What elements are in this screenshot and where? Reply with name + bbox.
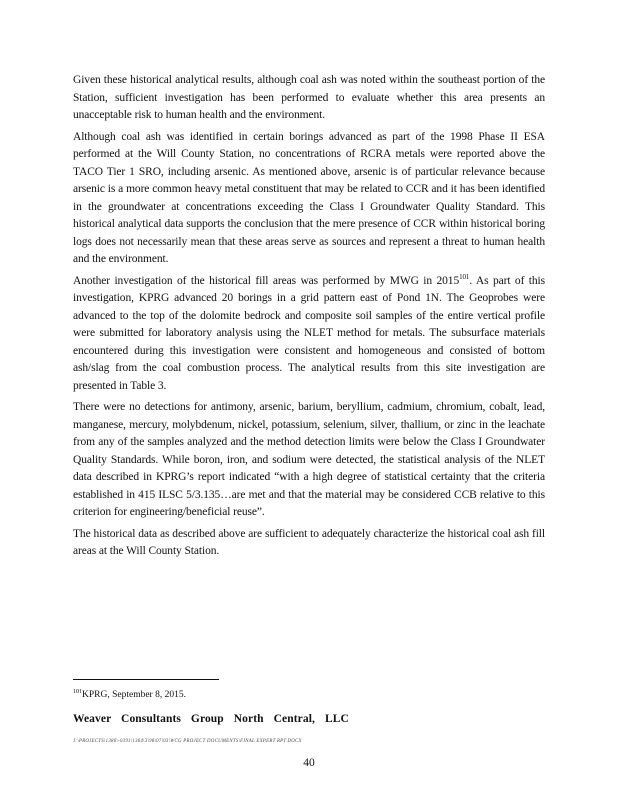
paragraph-fill-investigation-end: . As part of this investigation, KPRG advanced 20 borings in a grid pattern east of Pond 1N. The Geoprobes were advanced to the top of the dolomite bedrock and composite soil samples of the entire vertical profile were submitted for laboratory analysis using the NLET method for metals. The subsurface materials encountered during this investigation were consistent and homogeneous and consisted of bottom ash/slag from the coal combustion process. The analytical results from this site investigation are presented in Table 3. <box>73 274 545 392</box>
company-name: Weaver Consultants Group North Central, LLC <box>73 713 349 725</box>
footnote <box>73 689 186 701</box>
footnote-reference: 101 <box>459 272 470 281</box>
paragraph-conclusion: The historical data as described above are sufficient to adequately characterize the historical coal ash fill areas at the Will County Station. <box>73 527 545 557</box>
paragraph-leachate-detections: There were no detections for antimony, arsenic, barium, beryllium, cadmium, chromium, cobalt, lead, manganese, mercury, molybdenum, nickel, potassium, selenium, silver, thallium, or zinc in the leachate from any of the samples analyzed and the method detection limits were below the Class I Groundwater Quality Standards. While boron, iron, and sodium were detected, the statistical analysis of the NLET data described in KPRG’s report indicated “with a high degree of statistical certainty that the criteria established in 415 ILSC 5/3.135…are met and that the material may be considered CCB relative to this criterion for engineering/beneficial reuse”. <box>73 401 545 518</box>
paragraph-fill-investigation-start: Another investigation of the historical fill areas was performed by MWG in 2015 <box>73 274 460 287</box>
file-path: J:\PROJECTS\1386\-0391\1364\3\98\07\03\WCG PROJECT DOCUMENTS\FINAL EXPERT RPT.DOCX <box>73 739 302 744</box>
paragraph-historical-results: Given these historical analytical results, although coal ash was noted within the southeast portion of the Station, sufficient investigation has been performed to evaluate whether this area presents an unacceptable risk to human health and the environment. <box>73 74 545 121</box>
paragraph-phase-ii-esa: Although coal ash was identified in certain borings advanced as part of the 1998 Phase II ESA performed at the Will County Station, no concentrations of RCRA metals were reported above the TACO Tier 1 SRO, including arsenic. As mentioned above, arsenic is of particular relevance because arsenic is a more common heavy metal constituent that may be related to CCR and it has been identified in the groundwater at concentrations exceeding the Class I Groundwater Quality Standard. This historical analytical data supports the conclusion that the mere presence of CCR within historical boring logs does not necessarily mean that these areas serve as sources and represent a threat to human health and the environment. <box>73 130 545 265</box>
footnote-divider <box>73 679 219 680</box>
footnote-mark: 101 <box>73 688 82 695</box>
page-number: 40 <box>303 757 315 769</box>
paragraph-fill-investigation <box>73 273 545 396</box>
body-text <box>73 72 545 565</box>
footnote-text: KPRG, September 8, 2015. <box>82 690 186 700</box>
